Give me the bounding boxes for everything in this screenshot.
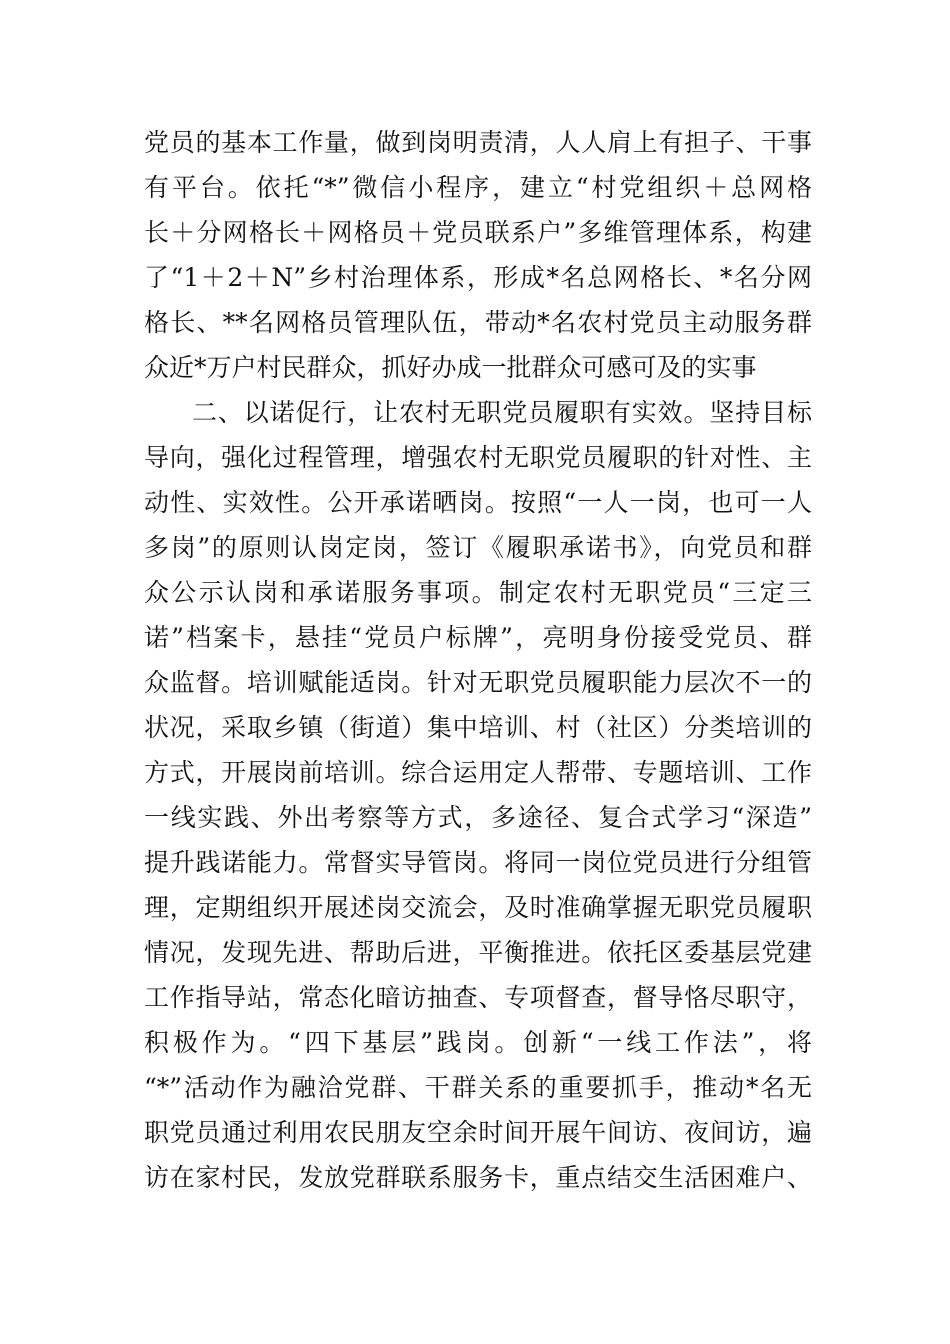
text-line: 导向，强化过程管理，增强农村无职党员履职的针对性、主 — [144, 443, 812, 472]
text-line: 方式，开展岗前培训。综合运用定人帮带、专题培训、工作 — [144, 758, 812, 787]
text-line: 格长、**名网格员管理队伍，带动*名农村党员主动服务群 — [144, 308, 812, 337]
text-line: 二、以诺促行，让农村无职党员履职有实效。坚持目标 — [192, 398, 812, 427]
text-line: 职党员通过利用农民朋友空余时间开展午间访、夜间访，遍 — [144, 1118, 812, 1147]
text-line: 有平台。依托“*”微信小程序，建立“村党组织＋总网格 — [144, 173, 812, 202]
text-line: 长＋分网格长＋网格员＋党员联系户”多维管理体系，构建 — [144, 218, 812, 247]
text-line: 访在家村民，发放党群联系服务卡，重点结交生活困难户、 — [144, 1163, 812, 1192]
text-line: 了“1＋2＋N”乡村治理体系，形成*名总网格长、*名分网 — [144, 263, 812, 292]
paragraph-1 — [144, 120, 812, 390]
text-line: 状况，采取乡镇（街道）集中培训、村（社区）分类培训的 — [144, 713, 812, 742]
text-line: 工作指导站，常态化暗访抽查、专项督查，督导恪尽职守， — [144, 983, 812, 1012]
text-line: “*”活动作为融洽党群、干群关系的重要抓手，推动*名无 — [144, 1073, 812, 1102]
text-line: 动性、实效性。公开承诺晒岗。按照“一人一岗，也可一人 — [144, 488, 812, 517]
text-line: 党员的基本工作量，做到岗明责清，人人肩上有担子、干事 — [144, 128, 812, 157]
text-line: 众近*万户村民群众，抓好办成一批群众可感可及的实事 — [144, 353, 757, 382]
text-line: 一线实践、外出考察等方式，多途径、复合式学习“深造” — [144, 803, 812, 832]
text-line: 积极作为。“四下基层”践岗。创新“一线工作法”，将 — [144, 1028, 812, 1057]
text-line: 情况，发现先进、帮助后进，平衡推进。依托区委基层党建 — [144, 938, 812, 967]
paragraph-2 — [144, 390, 812, 1200]
text-line: 理，定期组织开展述岗交流会，及时准确掌握无职党员履职 — [144, 893, 812, 922]
text-line: 众监督。培训赋能适岗。针对无职党员履职能力层次不一的 — [144, 668, 812, 697]
text-line: 多岗”的原则认岗定岗，签订《履职承诺书》，向党员和群 — [144, 533, 812, 562]
text-line: 提升践诺能力。常督实导管岗。将同一岗位党员进行分组管 — [144, 848, 812, 877]
text-line: 诺”档案卡，悬挂“党员户标牌”，亮明身份接受党员、群 — [144, 623, 812, 652]
text-line: 众公示认岗和承诺服务事项。制定农村无职党员“三定三 — [144, 578, 812, 607]
